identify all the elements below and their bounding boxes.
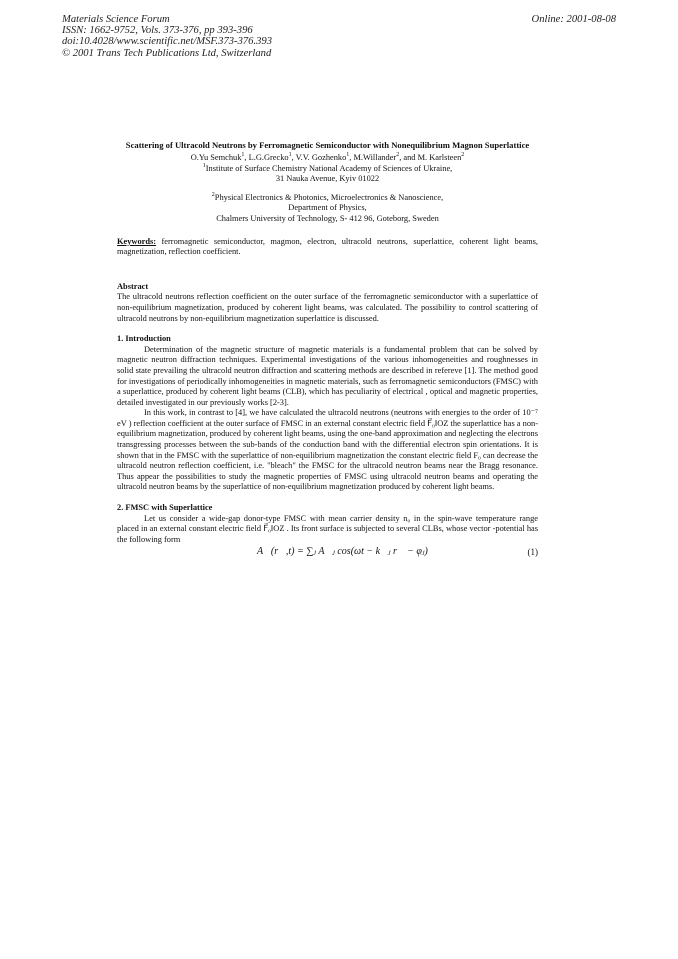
section-2-title: 2. FMSC with Superlattice <box>117 503 213 513</box>
introduction-section <box>117 334 538 493</box>
paper-body <box>117 140 538 563</box>
affil-line: 31 Nauka Avenue, Kyiv 01022 <box>275 174 380 184</box>
affiliation-1 <box>117 164 538 185</box>
keywords-label: Keywords: <box>117 236 157 246</box>
keywords <box>117 237 538 258</box>
intro-title: 1. Introduction <box>117 334 171 344</box>
author-affil-sup: 1 <box>346 152 350 159</box>
author-affil-sup: 2 <box>461 152 465 159</box>
abstract-section <box>117 282 538 324</box>
section-2-paragraph: Let us consider a wide-gap donor-type FMSC with mean carrier density n₀ in the spin-wave temperature range placed in an external constant electric field F⃗₀‖OZ . Its front surface is subjected to several CLBs, whose vector -potential has the following form <box>117 513 538 544</box>
copyright-line: © 2001 Trans Tech Publications Ltd, Switzerland <box>62 47 272 59</box>
header-left <box>62 14 272 59</box>
intro-paragraph-2: In this work, in contrast to [4], we have calculated the ultracold neutrons (neutrons with energies to the order of 10⁻⁷ eV ) reflection coefficient at the outer surface of FMSC in an external constant electric field F⃗₀‖OZ the superlattice has a non-equilibrium magnetization, produced by coherent light beams, using the one-band approximation and neglecting the electrons transgressing processes between the sub-bands of the conduction band with the differential electron spin orientations. It is shown that in the FMSC with the superlattice of non-equilibrium magnetization the constant electric field F₀ can decrease the ultracold neutron reflection coefficient, i.e. "bleach" the FMSC for the ultracold neutron beams near the Bragg resonance. Thus appear the possibilities to study the magnetic properties of FMSC using ultracold neutron beams and operating the ultracold neutron beams by the superlattice of non-equilibrium magnetization produced by coherent light beams. <box>117 408 538 492</box>
abstract-title: Abstract <box>117 281 149 291</box>
section-2 <box>117 503 538 563</box>
author-affil-sup: 1 <box>288 152 292 159</box>
equation-number: (1) <box>527 547 538 558</box>
intro-paragraph-1: Determination of the magnetic structure of magnetic materials is a fundamental problem that can be solved by magnetic neutron diffraction techniques. Experimental investigations of the various inhomogeneities and roughnesses in solid state prevailing the ultracold neutron diffraction and scattering methods are described in refereve [1]. The method good for investigations of periodically inhomogeneities in magnetic materials, such as ferromagnetic semiconductors (FMSC) with a superlattice, produced by coherent light beams (CLB), which has peculiarity of electrical , optical and magnetic properties, detailed investigated in our previously works [2-3]. <box>117 344 538 407</box>
author-name: V.V. Gozhenko <box>295 153 347 162</box>
author-name: M. Karlsteen <box>417 153 462 162</box>
affil-sup: 1 <box>202 162 206 169</box>
author-separator: , <box>244 153 249 162</box>
author-separator: , and <box>399 153 418 162</box>
paper-title: Scattering of Ultracold Neutrons by Ferromagnetic Semiconductor with Nonequilibrium Magnon Superlattice <box>125 140 530 150</box>
author-affil-sup: 1 <box>241 152 245 159</box>
affil-line: Institute of Surface Chemistry National Academy of Sciences of Ukraine, <box>205 163 453 173</box>
issn-line: ISSN: 1662-9752, Vols. 373-376, pp 393-396 <box>62 25 253 37</box>
equation-body: A⃗(r⃗,t) = ∑ⱼ A⃗ⱼ cos(ωt − k⃗ⱼ r⃗ − φⱼ) <box>257 546 428 558</box>
keywords-text: ferromagnetic semiconductor, magmon, electron, ultracold neutrons, superlattice, coherent light beams, magnetization, reflection coefficient. <box>117 236 538 257</box>
affil-sup: 2 <box>211 191 215 198</box>
affiliation-2 <box>117 193 538 225</box>
affil-line: Physical Electronics & Photonics, Microelectronics & Nanoscience, <box>214 192 444 202</box>
author-name: M.Willander <box>353 153 397 162</box>
author-separator: , <box>291 153 296 162</box>
online-date: Online: 2001-08-08 <box>531 14 616 25</box>
equation-1 <box>117 547 538 563</box>
author-name: O.Yu Semchuk <box>190 153 242 162</box>
journal-name: Materials Science Forum <box>62 14 170 25</box>
affil-line: Chalmers University of Technology, S- 412 96, Goteborg, Sweden <box>216 213 439 223</box>
author-affil-sup: 2 <box>396 152 400 159</box>
abstract-text: The ultracold neutrons reflection coefficient on the outer surface of the ferromagnetic semiconductor with a superlattice of non-equilibrium magnetization, produced by coherent light beams, was calculated. The possibility to control scattering of ultracold neutrons by non-equilibrium magnetization superlattice is discussed. <box>117 292 538 323</box>
affil-line: Department of Physics, <box>288 203 367 213</box>
author-list <box>117 153 538 164</box>
author-separator: , <box>349 153 354 162</box>
doi-line: doi:10.4028/www.scientific.net/MSF.373-376.393 <box>62 36 272 48</box>
author-name: L.G.Grecko <box>248 153 289 162</box>
